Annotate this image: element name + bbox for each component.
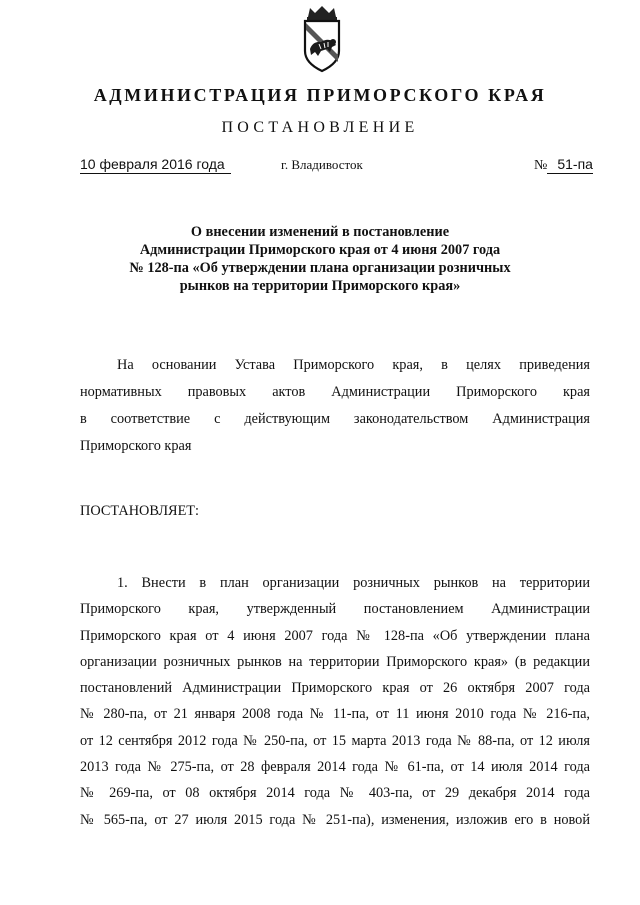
title-line: № 128-па «Об утверждении плана организации розничных xyxy=(129,260,511,276)
title-line: Администрации Приморского края от 4 июня 2007 года xyxy=(139,242,501,258)
preamble-line: Приморского края xyxy=(80,438,192,454)
document-date: 10 февраля 2016 года xyxy=(80,155,231,174)
item-1-line: 2013 года № 275-па, от 28 февраля 2014 года № 61-па, от 14 июля 2014 года xyxy=(80,759,590,776)
preamble-paragraph xyxy=(80,352,590,460)
item-1-line: Приморского края от 4 июня 2007 года № 128-па «Об утверждении плана xyxy=(80,627,590,644)
item-1-line: постановлений Администрации Приморского края от 26 октября 2007 года xyxy=(80,680,590,697)
item-1-line: организации розничных рынков на территории Приморского края» (в редакции xyxy=(80,653,590,670)
item-1-line: от 12 сентября 2012 года № 250-па, от 15 марта 2013 года № 88-па, от 12 июля xyxy=(80,732,590,749)
number-value: 51-па xyxy=(547,155,593,174)
item-1-paragraph xyxy=(80,570,590,833)
number-sign: № xyxy=(534,158,548,173)
document-type: ПОСТАНОВЛЕНИЕ xyxy=(221,119,419,136)
organization-title: АДМИНИСТРАЦИЯ ПРИМОРСКОГО КРАЯ xyxy=(93,85,547,105)
title-line: О внесении изменений в постановление xyxy=(190,224,450,240)
decree-word: ПОСТАНОВЛЯЕТ: xyxy=(80,503,200,519)
coat-of-arms-icon xyxy=(297,5,347,73)
document-number xyxy=(534,155,593,175)
title-line: рынков на территории Приморского края» xyxy=(179,278,461,294)
preamble-line: На основании Устава Приморского края, в целях приведения xyxy=(117,357,590,373)
item-1-line: 1. Внести в план организации розничных рынков на территории xyxy=(117,575,590,591)
preamble-line: нормативных правовых актов Администрации Приморского края xyxy=(80,384,590,400)
preamble-line: в соответствие с действующим законодательством Администрация xyxy=(80,411,590,427)
item-1-line: № 280-па, от 21 января 2008 года № 11-па, от 11 июня 2010 года № 216-па, xyxy=(80,706,590,723)
item-1-line: № 565-па, от 27 июля 2015 года № 251-па), изменения, изложив его в новой xyxy=(80,811,590,828)
item-1-line: № 269-па, от 08 октября 2014 года № 403-па, от 29 декабря 2014 года xyxy=(80,785,590,802)
document-title xyxy=(80,223,560,295)
document-city: г. Владивосток xyxy=(281,157,363,172)
item-1-line: Приморского края, утвержденный постановлением Администрации xyxy=(80,601,590,618)
